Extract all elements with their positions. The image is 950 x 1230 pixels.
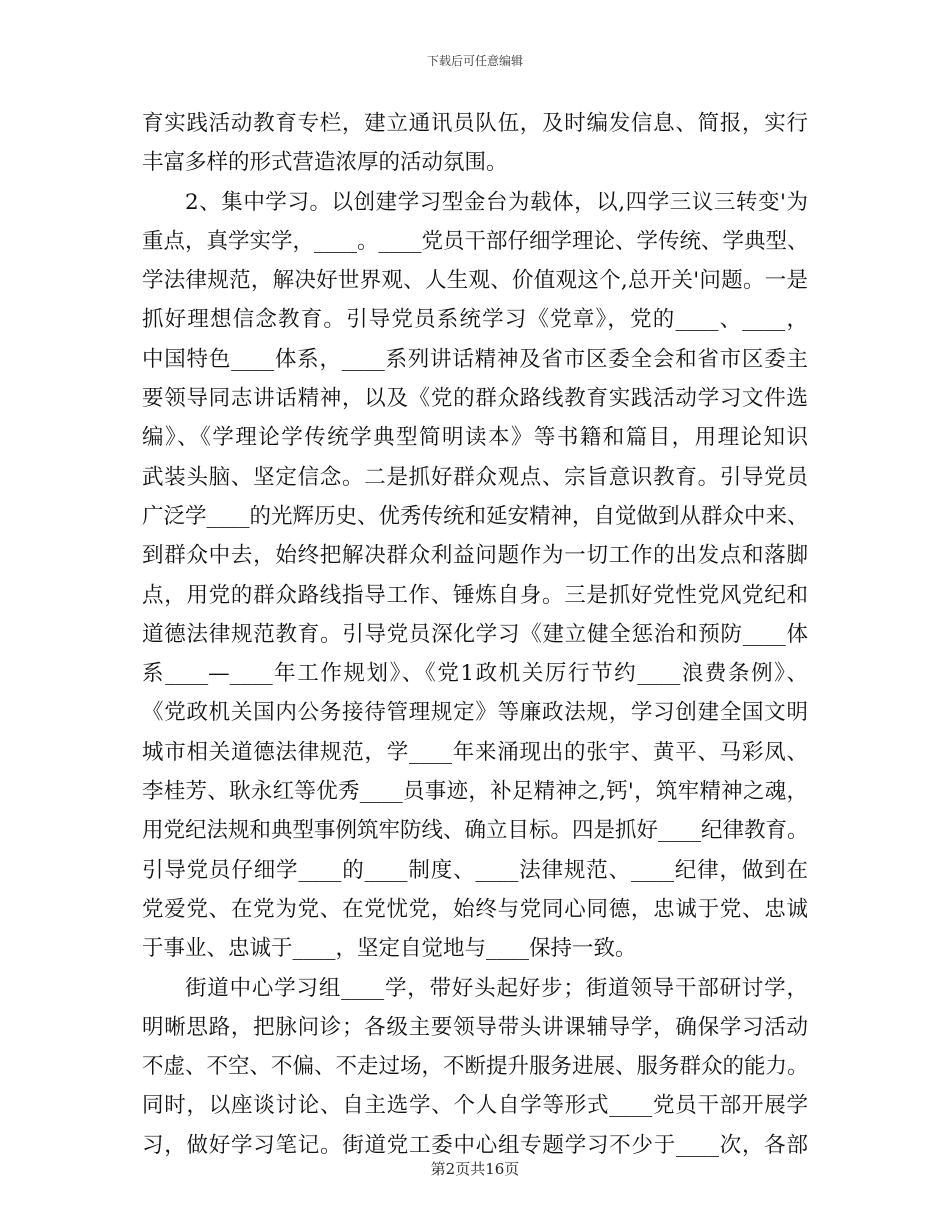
- text-line: 李桂芳、耿永红等优秀____员事迹，补足精神之,钙'，筑牢精神之魂，: [142, 779, 808, 805]
- text-line: 《党政机关国内公务接待管理规定》等廉政法规，学习创建全国文明: [142, 700, 808, 726]
- text-line: 街道中心学习组____学，带好头起好步；街道领导干部研讨学，: [185, 975, 808, 1001]
- text-line: 武装头脑、坚定信念。二是抓好群众观点、宗旨意识教育。引导党员: [142, 464, 808, 490]
- text-line: 中国特色____体系，____系列讲话精神及省市区委全会和省市区委主: [142, 346, 808, 372]
- text-line: 学法律规范，解决好世界观、人生观、价值观这个,总开关'问题。一是: [142, 268, 808, 294]
- text-line: 于事业、忠诚于____，坚定自觉地与____保持一致。: [142, 936, 637, 962]
- text-line: 抓好理想信念教育。引导党员系统学习《党章》，党的____、____，: [142, 307, 808, 333]
- text-line: 点，用党的群众路线指导工作、锤炼自身。三是抓好党性党风党纪和: [142, 582, 808, 608]
- text-line: 党爱党、在党为党、在党忧党，始终与党同心同德，忠诚于党、忠诚: [142, 896, 808, 922]
- text-line: 道德法律规范教育。引导党员深化学习《建立健全惩治和预防____体: [142, 621, 808, 647]
- document-body: [142, 104, 808, 1165]
- page-footer: 第2页共16页: [430, 1160, 520, 1178]
- text-line: 到群众中去，始终把解决群众利益问题作为一切工作的出发点和落脚: [142, 543, 808, 569]
- text-line: 系____—____年工作规划》、《党1政机关厉行节约____浪费条例》、: [142, 661, 808, 687]
- text-line: 明晰思路，把脉问诊；各级主要领导带头讲课辅导学，确保学习活动: [142, 1014, 808, 1040]
- text-line: 编》、《学理论学传统学典型简明读本》等书籍和篇目，用理论知识: [142, 425, 808, 451]
- text-line: 城市相关道德法律规范，学____年来涌现出的张宇、黄平、马彩凤、: [142, 739, 808, 765]
- page-header: 下载后可任意编辑: [426, 54, 523, 68]
- text-line: 育实践活动教育专栏，建立通讯员队伍，及时编发信息、简报，实行: [142, 111, 808, 136]
- text-line: 不虚、不空、不偏、不走过场，不断提升服务进展、服务群众的能力。: [142, 1054, 809, 1080]
- text-line: 要领导同志讲话精神，以及《党的群众路线教育实践活动学习文件选: [142, 386, 808, 412]
- text-line: 2、集中学习。以创建学习型金台为载体，以,四学三议三转变'为: [185, 189, 808, 215]
- text-line: 重点，真学实学，____。____党员干部仔细学理论、学传统、学典型、: [142, 228, 809, 254]
- text-line: 用党纪法规和典型事例筑牢防线、确立目标。四是抓好____纪律教育。: [142, 818, 809, 844]
- text-line: 引导党员仔细学____的____制度、____法律规范、____纪律，做到在: [142, 857, 808, 883]
- text-line: 广泛学____的光辉历史、优秀传统和延安精神，自觉做到从群众中来、: [142, 503, 809, 529]
- text-line: 丰富多样的形式营造浓厚的活动氛围。: [142, 150, 508, 176]
- text-line: 同时，以座谈讨论、自主选学、个人自学等形式____党员干部开展学: [142, 1093, 808, 1119]
- text-line: 习，做好学习笔记。街道党工委中心组专题学习不少于____次，各部: [142, 1132, 808, 1158]
